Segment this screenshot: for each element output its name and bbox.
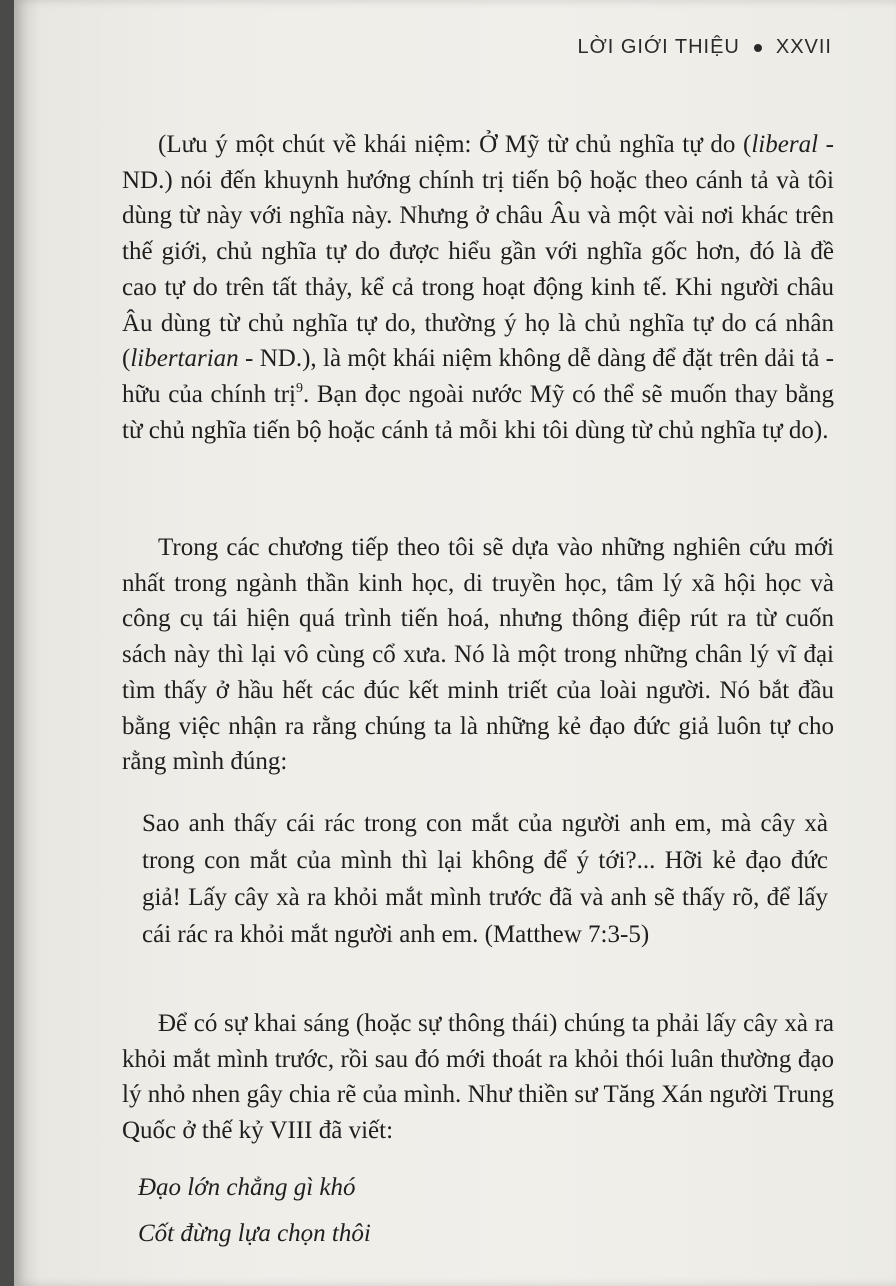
paragraph-text: - ND.), là một khái niệm không dễ dàng để đặt trên dải tả - hữu của chính trị bbox=[122, 345, 834, 408]
book-page bbox=[14, 0, 896, 1286]
paragraph-text: Để có sự khai sáng (hoặc sự thông thái) chúng ta phải lấy cây xà ra khỏi mắt mình trước, rồi sau đó mới thoát ra khỏi thói luân thường đạo lý nhỏ nhen gây chia rẽ của mình. Như thiền sư Tăng Xán người Trung Quốc ở thế kỷ VIII đã viết: bbox=[122, 1010, 834, 1145]
paragraph-text: Trong các chương tiếp theo tôi sẽ dựa vào những nghiên cứu mới nhất trong ngành thần kinh học, di truyền học, tâm lý xã hội học và công cụ tái hiện quá trình tiến hoá, nhưng thông điệp rút ra từ cuốn sách này thì lại vô cùng cổ xưa. Nó là một trong những chân lý vĩ đại tìm thấy ở hầu hết các đúc kết minh triết của loài người. Nó bắt đầu bằng việc nhận ra rằng chúng ta là những kẻ đạo đức giả luôn tự cho rằng mình đúng: bbox=[122, 534, 834, 776]
paragraph-text: - ND.) nói đến khuynh hướng chính trị tiến bộ hoặc theo cánh tả và tôi dùng từ này với nghĩa này. Nhưng ở châu Âu và một vài nơi khác trên thế giới, chủ nghĩa tự do được hiểu gần với nghĩa gốc hơn, đó là đề cao tự do trên tất thảy, kể cả trong hoạt động kinh tế. Khi người châu Âu dùng từ chủ nghĩa tự do, thường ý họ là chủ nghĩa tự do cá nhân ( bbox=[122, 131, 834, 373]
paragraph-liberal-note bbox=[122, 127, 834, 448]
page-number: XXVII bbox=[775, 36, 832, 58]
block-quote-matthew: Sao anh thấy cái rác trong con mắt của người anh em, mà cây xà trong con mắt của mình thì lại không để ý tới?... Hỡi kẻ đạo đức giả! Lấy cây xà ra khỏi mắt mình trước đã và anh sẽ thấy rõ, để lấy cái rác ra khỏi mắt người anh em. (Matthew 7:3-5) bbox=[142, 810, 828, 948]
footnote-marker[interactable]: 9 bbox=[295, 380, 303, 396]
italic-term-liberal: liberal bbox=[751, 131, 819, 158]
paragraph-text: (Lưu ý một chút về khái niệm: Ở Mỹ từ chủ nghĩa tự do ( bbox=[158, 131, 752, 158]
poem-line-2: Cốt đừng lựa chọn thôi bbox=[138, 1220, 371, 1247]
paragraph-text: . Bạn đọc ngoài nước Mỹ có thể sẽ muốn thay bằng từ chủ nghĩa tiến bộ hoặc cánh tả mỗi khi tôi dùng từ chủ nghĩa tự do). bbox=[122, 380, 834, 444]
chapter-title: LỜI GIỚI THIỆU bbox=[577, 36, 740, 58]
running-header bbox=[577, 36, 832, 59]
bullet-separator-icon bbox=[754, 44, 762, 52]
paragraph-enlightenment bbox=[122, 1006, 834, 1149]
italic-term-libertarian: libertarian bbox=[130, 345, 239, 373]
paragraph-hypocrites bbox=[122, 530, 834, 780]
poem-line-1: Đạo lớn chẳng gì khó bbox=[138, 1174, 356, 1201]
